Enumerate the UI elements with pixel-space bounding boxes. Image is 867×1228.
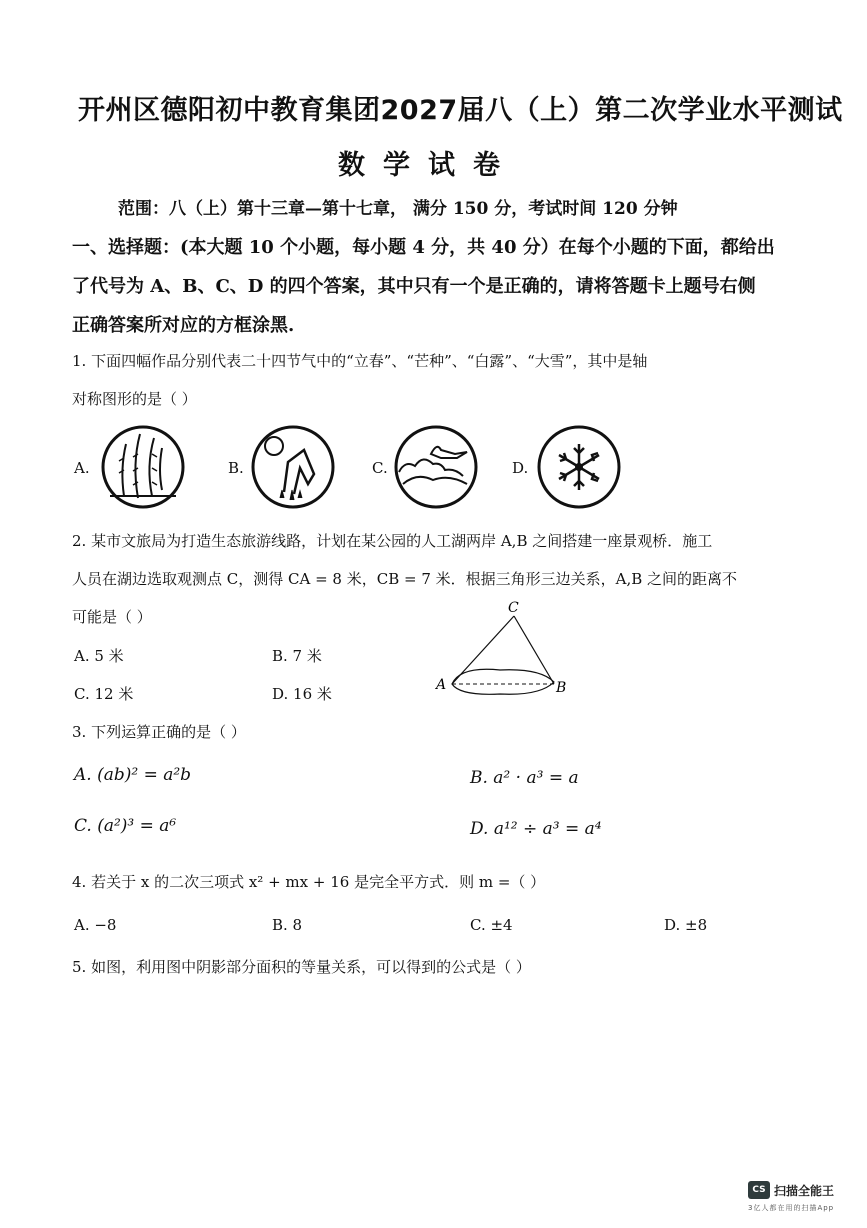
q1-option-a-label: A.: [74, 459, 90, 477]
scanner-tagline: 3亿人都在用的扫描App: [748, 1204, 835, 1212]
q1-line2: 对称图形的是（ ）: [72, 390, 197, 408]
q4-option-a: A. −8: [74, 916, 117, 934]
q3-option-d: D. a¹² ÷ a³ = a⁴: [470, 819, 602, 839]
exam-scope: 范围：八（上）第十三章—第十七章， 满分 150 分，考试时间 120 分钟: [118, 199, 678, 219]
q5-stem: 5. 如图，利用图中阴影部分面积的等量关系，可以得到的公式是（ ）: [72, 958, 531, 976]
q2-line2: 人员在湖边选取观测点 C，测得 CA = 8 米，CB = 7 米．根据三角形三边关系，A,B 之间的距离不: [72, 570, 738, 588]
q1-line1: 1. 下面四幅作品分别代表二十四节气中的“立春”、“芒种”、“白露”、“大雪”，其中是轴: [72, 352, 648, 370]
willow-icon: [100, 424, 186, 510]
q3-option-c: C. (a²)³ = a⁶: [74, 816, 177, 836]
q1-option-c-label: C.: [372, 459, 388, 477]
q2-option-b: B. 7 米: [272, 647, 322, 665]
q4-option-b: B. 8: [272, 916, 303, 934]
q3-stem: 3. 下列运算正确的是（ ）: [72, 723, 246, 741]
q2-line1: 2. 某市文旅局为打造生态旅游线路，计划在某公园的人工湖两岸 A,B 之间搭建一座景观桥．施工: [72, 532, 713, 550]
scanner-watermark: [748, 1180, 854, 1200]
section1-line2: 了代号为 A、B、C、D 的四个答案，其中只有一个是正确的，请将答题卡上题号右侧: [72, 276, 756, 297]
exam-title: 开州区德阳初中教育集团2027届八（上）第二次学业水平测试: [78, 95, 843, 126]
figure-label-b: B: [556, 680, 567, 696]
bird-cloud-icon: [393, 424, 479, 510]
snowflake-icon: [536, 424, 622, 510]
q1-option-d-label: D.: [512, 459, 529, 477]
scanner-logo: CS: [748, 1181, 770, 1199]
sun-house-icon: [250, 424, 336, 510]
figure-label-c: C: [508, 600, 519, 616]
q2-line3: 可能是（ ）: [72, 608, 152, 626]
q2-option-d: D. 16 米: [272, 685, 332, 703]
q4-stem: 4. 若关于 x 的二次三项式 x² + mx + 16 是完全平方式．则 m =（ ）: [72, 873, 546, 891]
exam-subtitle: 数学试卷: [338, 150, 518, 181]
q1-option-b-label: B.: [228, 459, 244, 477]
q4-option-c: C. ±4: [470, 916, 513, 934]
q4-option-d: D. ±8: [664, 916, 708, 934]
figure-label-a: A: [436, 677, 447, 693]
q3-option-b: B. a² · a³ = a: [470, 768, 579, 788]
section1-line1: 一、选择题：(本大题 10 个小题，每小题 4 分，共 40 分）在每个小题的下面，都给出: [72, 237, 775, 258]
q2-option-a: A. 5 米: [74, 647, 124, 665]
section1-line3: 正确答案所对应的方框涂黑.: [72, 315, 295, 336]
scanner-name: 扫描全能王: [774, 1183, 835, 1198]
q2-option-c: C. 12 米: [74, 685, 134, 703]
triangle-lake-figure: [430, 596, 580, 706]
q3-option-a: A. (ab)² = a²b: [74, 765, 192, 785]
